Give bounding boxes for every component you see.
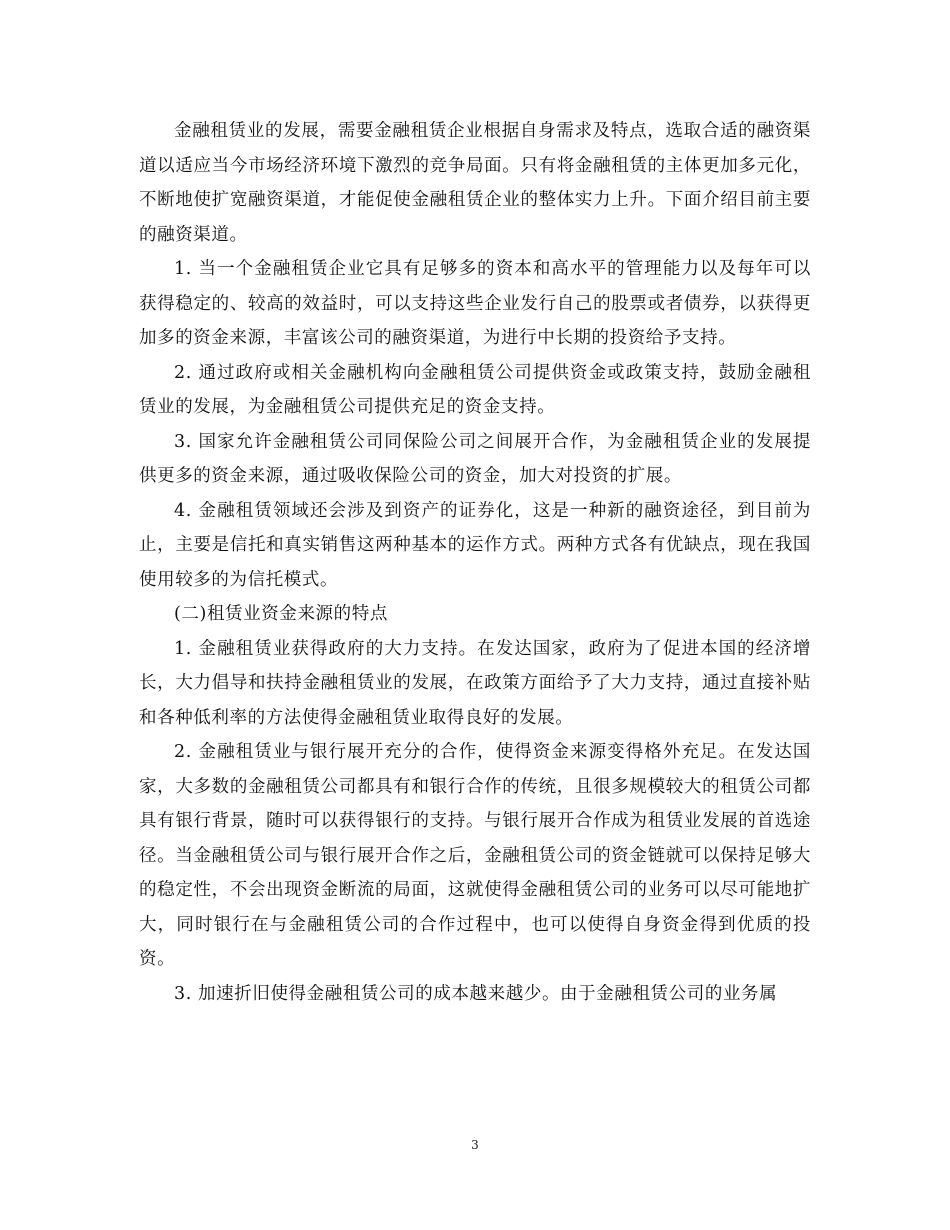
feature-item-3: 3. 加速折旧使得金融租赁公司的成本越来越少。由于金融租赁公司的业务属	[174, 983, 778, 1004]
intro-paragraph: 金融租赁业的发展，需要金融租赁企业根据自身需求及特点，选取合适的融资渠道以适应当今市场经济环境下激烈的竞争局面。只有将金融租赁的主体更加多元化，不断地使扩宽融资渠道，才能促使金融租赁企业的整体实力上升。下面介绍目前主要的融资渠道。	[139, 121, 811, 245]
channel-item-3: 3. 国家允许金融租赁公司同保险公司之间展开合作，为金融租赁企业的发展提供更多的资金来源，通过吸收保险公司的资金，加大对投资的扩展。	[139, 431, 811, 486]
channel-item-2: 2. 通过政府或相关金融机构向金融租赁公司提供资金或政策支持，鼓励金融租赁业的发展，为金融租赁公司提供充足的资金支持。	[139, 362, 811, 417]
channel-item-1: 1. 当一个金融租赁企业它具有足够多的资本和高水平的管理能力以及每年可以获得稳定的、较高的效益时，可以支持这些企业发行自己的股票或者债券，以获得更加多的资金来源，丰富该公司的融资渠道，为进行中长期的投资给予支持。	[139, 259, 811, 348]
section-heading: (二)租赁业资金来源的特点	[174, 604, 388, 624]
feature-item-1: 1. 金融租赁业获得政府的大力支持。在发达国家，政府为了促进本国的经济增长，大力倡导和扶持金融租赁业的发展，在政策方面给予了大力支持，通过直接补贴和各种低利率的方法使得金融租赁业取得良好的发展。	[139, 638, 811, 728]
channel-item-4: 4. 金融租赁领域还会涉及到资产的证券化，这是一种新的融资途径，到目前为止，主要是信托和真实销售这两种基本的运作方式。两种方式各有优缺点，现在我国使用较多的为信托模式。	[139, 500, 811, 590]
page-number: 3	[471, 1138, 479, 1152]
feature-item-2: 2. 金融租赁业与银行展开充分的合作，使得资金来源变得格外充足。在发达国家，大多数的金融租赁公司都具有和银行合作的传统，且很多规模较大的租赁公司都具有银行背景，随时可以获得银行的支持。与银行展开合作成为租赁业发展的首选途径。当金融租赁公司与银行展开合作之后，金融租赁公司的资金链就可以保持足够大的稳定性，不会出现资金断流的局面，这就使得金融租赁公司的业务可以尽可能地扩大，同时银行在与金融租赁公司的合作过程中，也可以使得自身资金得到优质的投资。	[139, 742, 811, 969]
document-body	[139, 114, 811, 1011]
